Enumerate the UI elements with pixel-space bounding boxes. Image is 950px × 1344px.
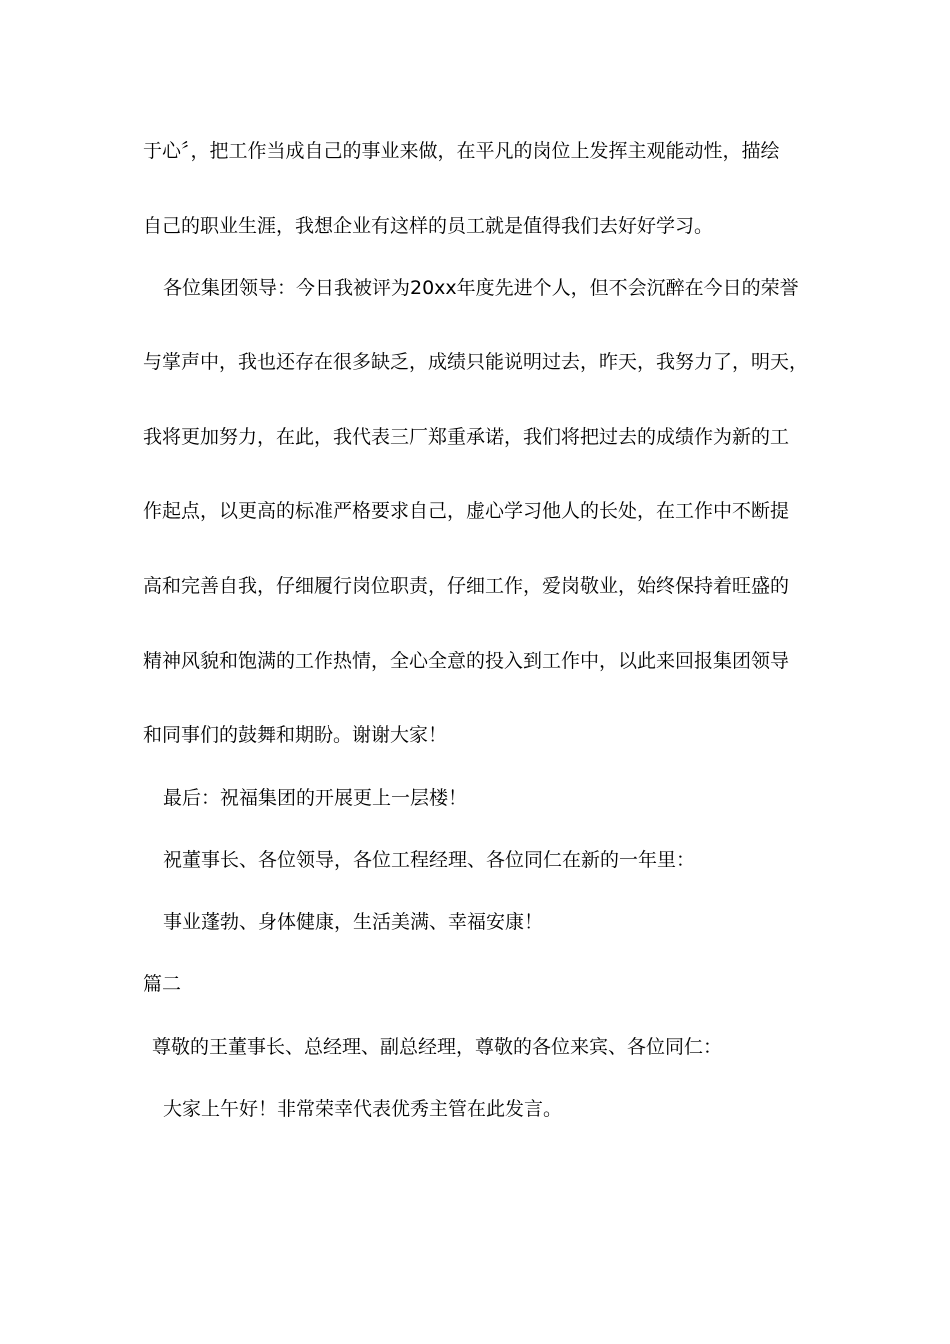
text-line: 于心〞，把工作当成自己的事业来做，在平凡的岗位上发挥主观能动性，描绘: [143, 140, 780, 162]
text-line: 祝董事长、各位领导，各位工程经理、各位同仁在新的一年里：: [163, 849, 696, 871]
text-line: 各位集团领导：今日我被评为20xx年度先进个人，但不会沉醉在今日的荣誉: [163, 277, 799, 299]
text-line: 我将更加努力，在此，我代表三厂郑重承诺，我们将把过去的成绩作为新的工: [143, 426, 790, 448]
text-line: 自己的职业生涯，我想企业有这样的员工就是值得我们去好好学习。: [143, 215, 714, 237]
text-line: 与掌声中，我也还存在很多缺乏，成绩只能说明过去，昨天，我努力了，明天，: [143, 351, 809, 373]
text-line: 精神风貌和饱满的工作热情，全心全意的投入到工作中，以此来回报集团领导: [143, 650, 790, 672]
text-line: 高和完善自我，仔细履行岗位职责，仔细工作，爱岗敬业，始终保持着旺盛的: [143, 575, 790, 597]
text-line: 作起点，以更高的标准严格要求自己，虚心学习他人的长处，在工作中不断提: [143, 500, 790, 522]
section-heading: 篇二: [143, 973, 182, 995]
text-line: 事业蓬勃、身体健康，生活美满、幸福安康！: [163, 911, 544, 933]
text-line: 和同事们的鼓舞和期盼。谢谢大家！: [143, 724, 448, 746]
text-line: 最后：祝福集团的开展更上一层楼！: [163, 787, 468, 809]
text-line: 尊敬的王董事长、总经理、副总经理，尊敬的各位来宾、各位同仁：: [152, 1036, 723, 1058]
text-line: 大家上午好！非常荣幸代表优秀主管在此发言。: [163, 1098, 563, 1120]
